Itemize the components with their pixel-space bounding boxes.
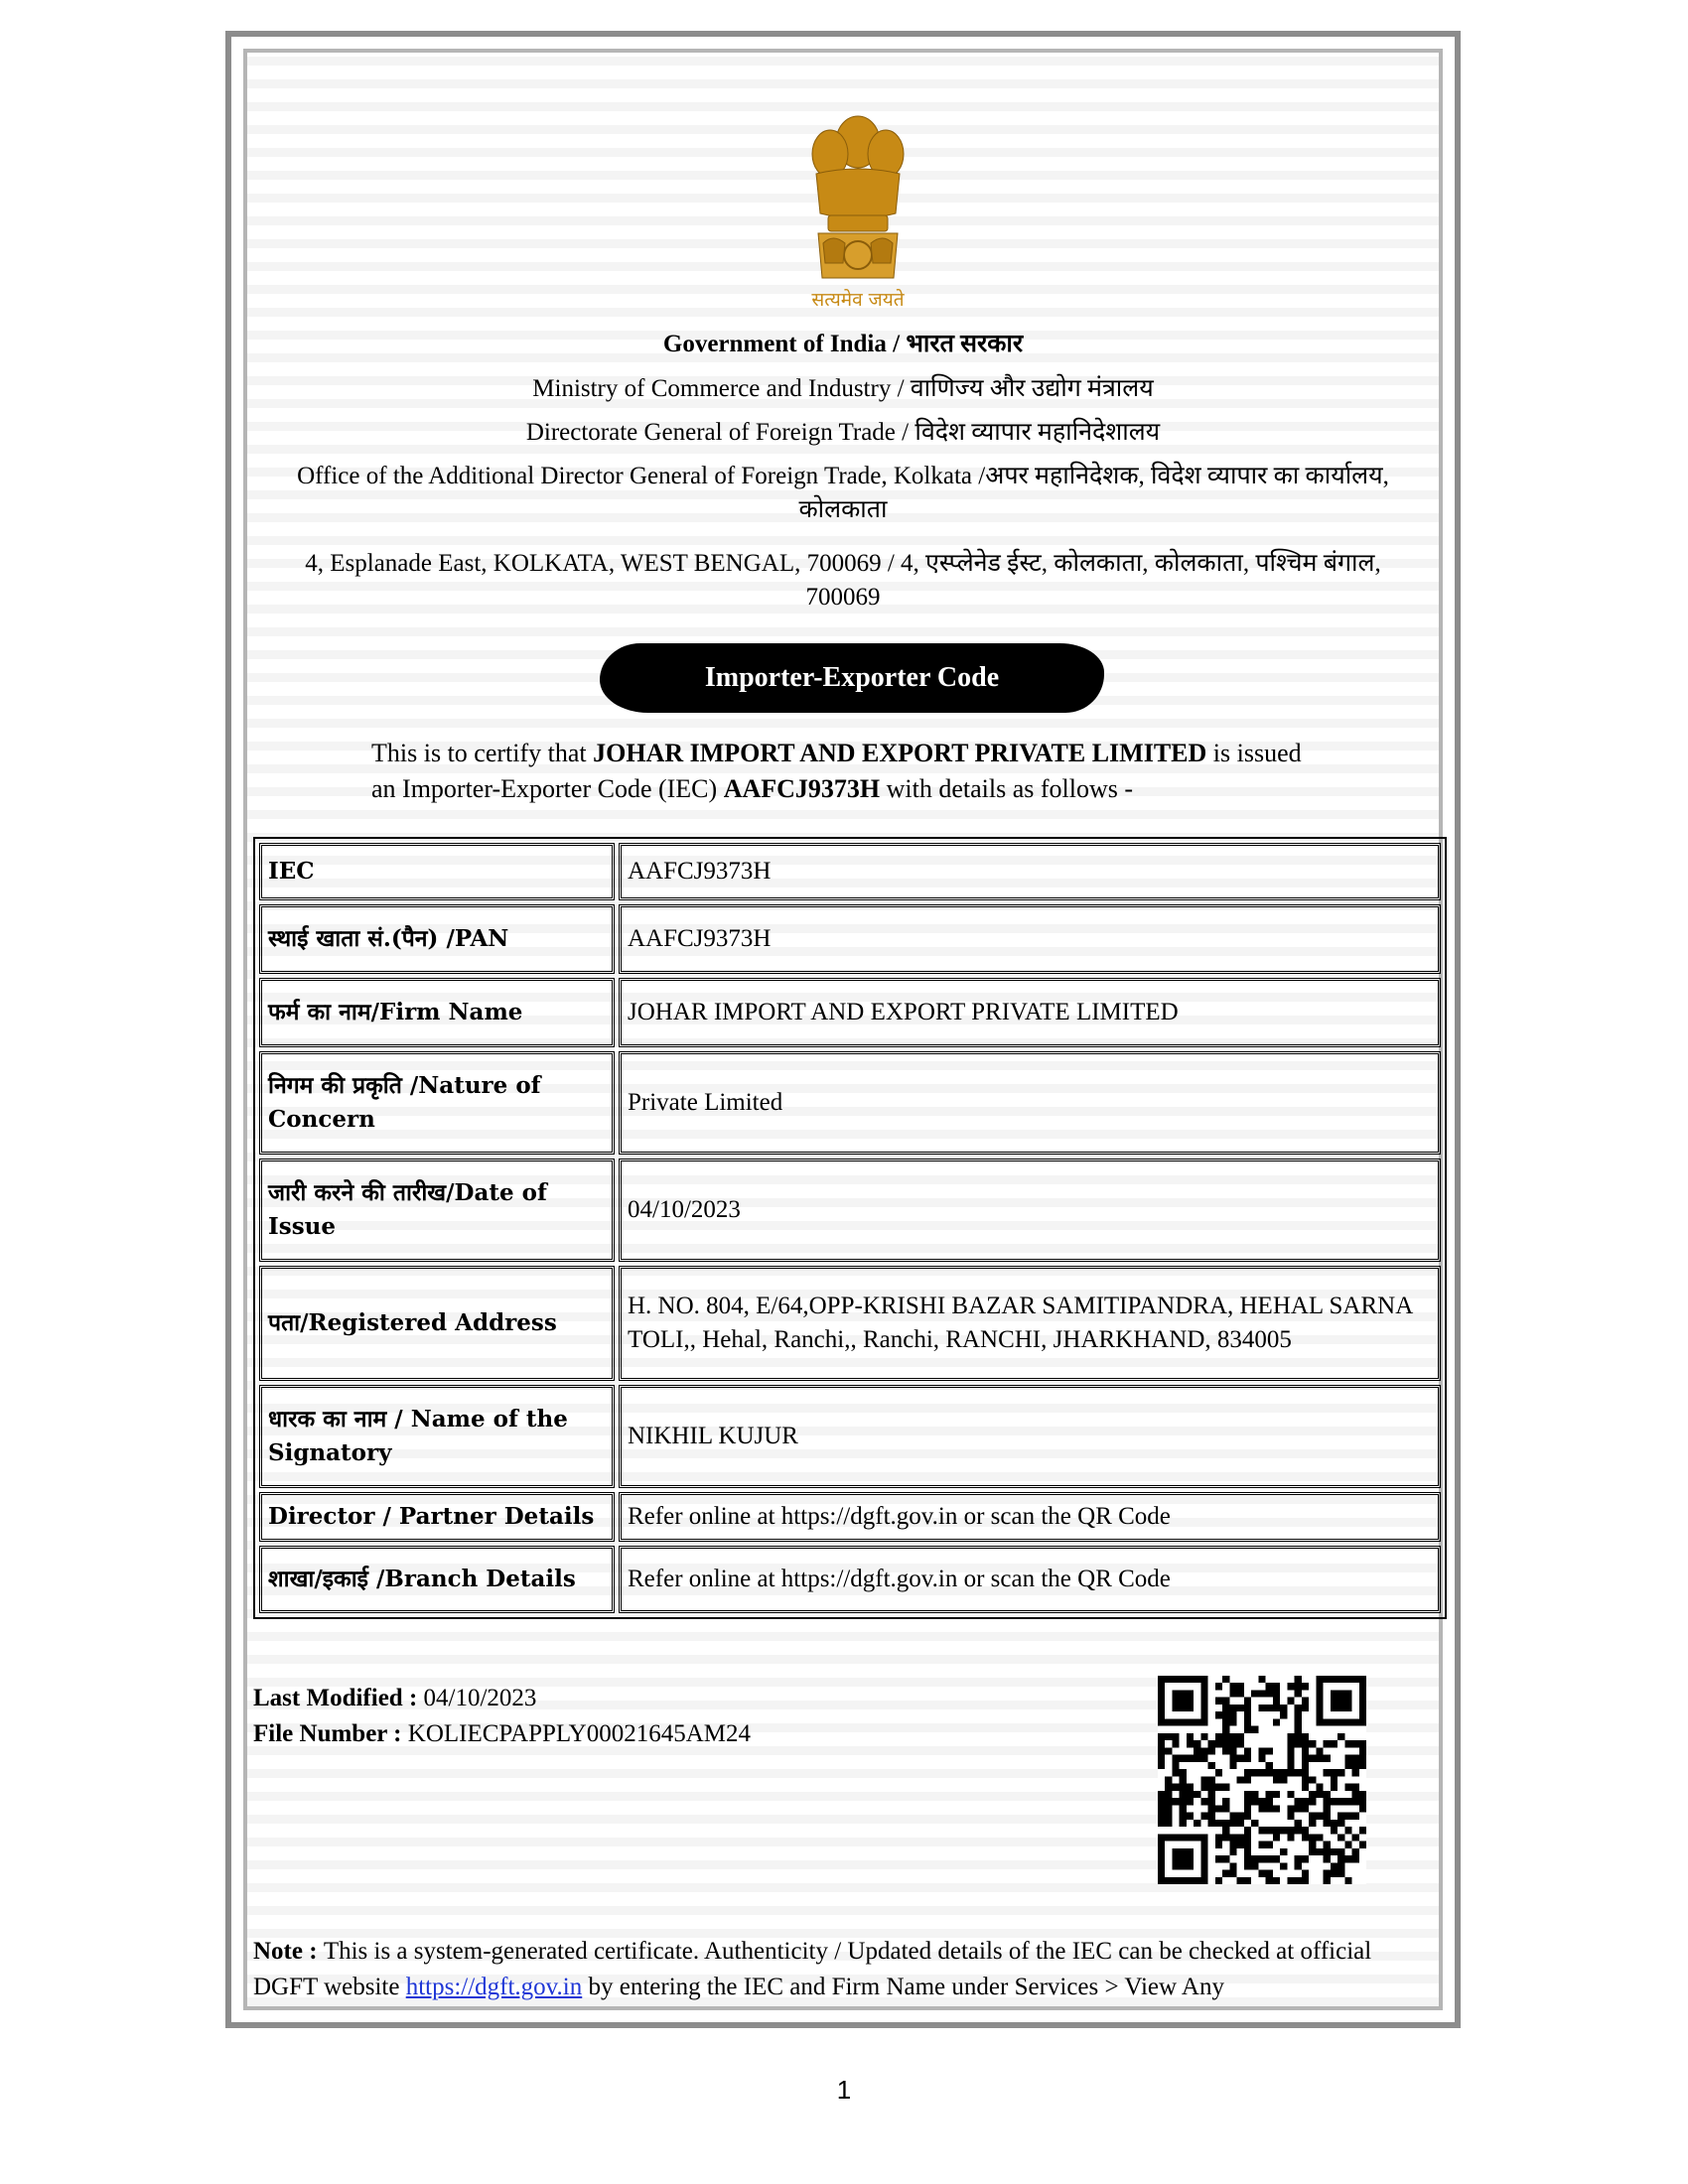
header-address: 4, Esplanade East, KOLKATA, WEST BENGAL, 700069 / 4, एस्प्लेनेड ईस्ट, कोलकाता, कोलकाता, पश्चिम बंगाल, 700069 (305, 550, 1381, 611)
table-row (259, 904, 1441, 974)
note-text-1: This is a system-generated certificate. Authenticity / Updated details of the IEC can be checked at official DGFT website (253, 1938, 1372, 2000)
row-label: शाखा/इकाई /Branch Details (259, 1546, 615, 1613)
row-value: Refer online at https://dgft.gov.in or scan the QR Code (619, 1546, 1441, 1613)
file-number (253, 1716, 751, 1752)
document-title: Importer-Exporter Code (600, 643, 1104, 713)
row-value: 04/10/2023 (619, 1159, 1441, 1262)
row-label: निगम की प्रकृति /Nature of Concern (259, 1051, 615, 1155)
last-modified-label: Last Modified : (253, 1685, 424, 1711)
table-row (259, 978, 1441, 1047)
table-row (259, 1051, 1441, 1155)
table-row (259, 1492, 1441, 1542)
table-row (259, 1546, 1441, 1613)
qr-code-icon (1158, 1676, 1366, 1884)
row-label: पता/Registered Address (259, 1266, 615, 1381)
row-value: Refer online at https://dgft.gov.in or scan the QR Code (619, 1492, 1441, 1542)
row-label: स्थाई खाता सं.(पैन) /PAN (259, 904, 615, 974)
row-label: Director / Partner Details (259, 1492, 615, 1542)
page-number: 1 (836, 2075, 852, 2105)
certificate-inner-border (243, 49, 1443, 2010)
certify-iec: AAFCJ9373H (723, 774, 881, 803)
table-row (259, 843, 1441, 900)
row-value: AAFCJ9373H (619, 904, 1441, 974)
footer-note (253, 1934, 1389, 2005)
row-label: IEC (259, 843, 615, 900)
table-row (259, 1159, 1441, 1262)
state-emblem-icon (798, 104, 917, 303)
row-value: JOHAR IMPORT AND EXPORT PRIVATE LIMITED (619, 978, 1441, 1047)
row-label: फर्म का नाम/Firm Name (259, 978, 615, 1047)
file-number-label: File Number : (253, 1720, 408, 1747)
note-label: Note : (253, 1938, 324, 1965)
row-value: NIKHIL KUJUR (619, 1385, 1441, 1488)
certify-mid: is issued an Importer-Exporter Code (IEC) (371, 739, 1302, 803)
row-label: धारक का नाम / Name of the Signatory (259, 1385, 615, 1488)
row-value: AAFCJ9373H (619, 843, 1441, 900)
last-modified-value: 04/10/2023 (423, 1685, 537, 1711)
certify-firm: JOHAR IMPORT AND EXPORT PRIVATE LIMITED (593, 739, 1207, 767)
certificate-outer-border (225, 31, 1461, 2028)
header-ministry: Ministry of Commerce and Industry / वाणिज्य और उद्योग मंत्रालय (532, 375, 1154, 402)
document-meta (253, 1681, 751, 1752)
header-directorate: Directorate General of Foreign Trade / विदेश व्यापार महानिदेशालय (525, 419, 1161, 446)
emblem-motto: सत्यमेव जयते (811, 289, 905, 311)
row-label: जारी करने की तारीख/Date of Issue (259, 1159, 615, 1262)
certify-prefix: This is to certify that (371, 739, 594, 767)
row-value: Private Limited (619, 1051, 1441, 1155)
header-government: Government of India / भारत सरकार (662, 331, 1024, 357)
table-row (259, 1385, 1441, 1488)
header-office: Office of the Additional Director General of Foreign Trade, Kolkata /अपर महानिदेशक, विदेश व्यापार का कार्यालय, कोलकाता (297, 463, 1389, 523)
certify-suffix: with details as follows - (880, 774, 1134, 803)
file-number-value: KOLIECPAPPLY00021645AM24 (407, 1720, 751, 1747)
certify-statement (371, 736, 1320, 807)
certificate-content (247, 53, 1439, 2006)
row-value: H. NO. 804, E/64,OPP-KRISHI BAZAR SAMITIPANDRA, HEHAL SARNA TOLI,, Hehal, Ranchi,, Ranchi, RANCHI, JHARKHAND, 834005 (619, 1266, 1441, 1381)
dgft-website-link[interactable]: https://dgft.gov.in (405, 1974, 583, 2000)
details-table (253, 837, 1447, 1619)
note-text-2: by entering the IEC and Firm Name under Services > View Any (582, 1974, 1224, 2000)
table-row (259, 1266, 1441, 1381)
last-modified (253, 1681, 751, 1716)
